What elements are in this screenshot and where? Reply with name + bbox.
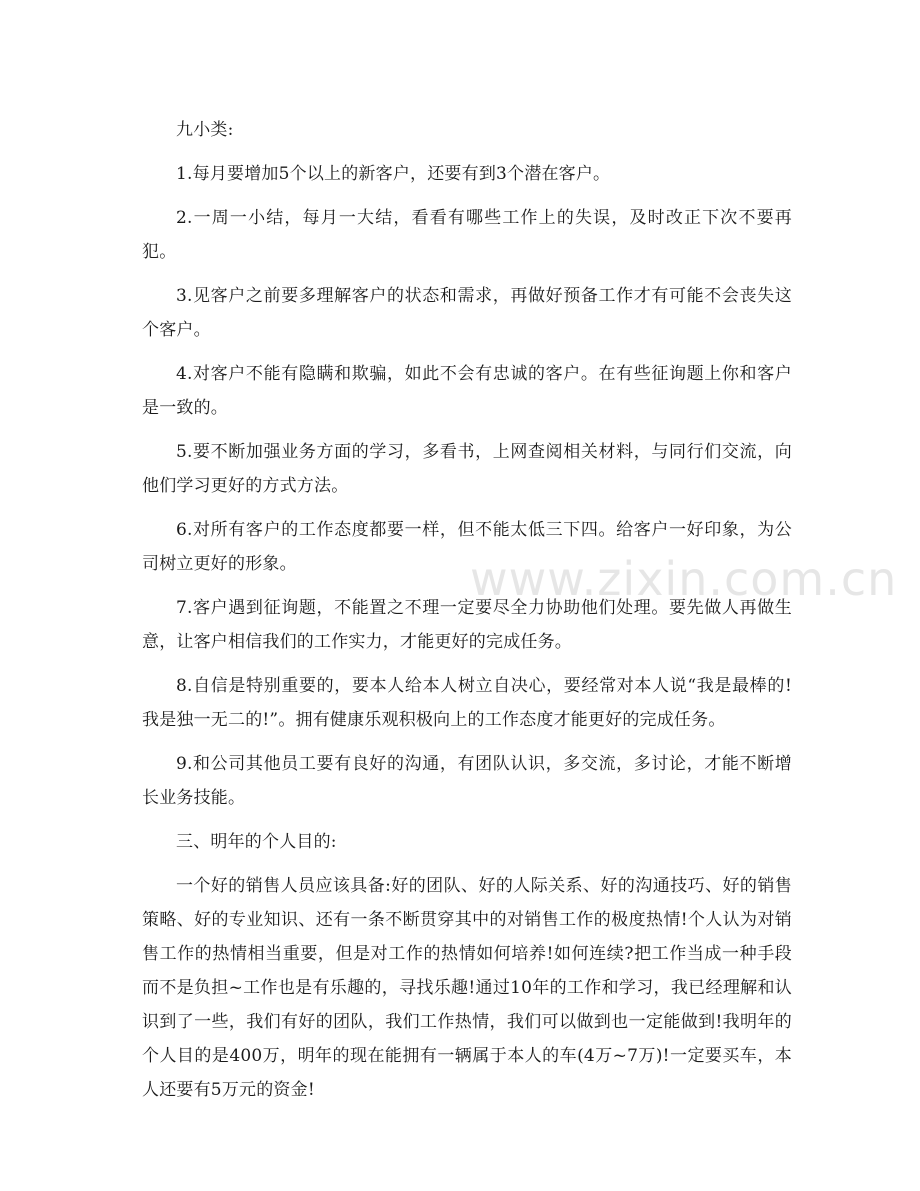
list-item-9: 9.和公司其他员工要有良好的沟通，有团队认识，多交流，多讨论，才能不断增长业务技能。: [142, 754, 792, 808]
list-item-3: 3.见客户之前要多理解客户的状态和需求，再做好预备工作才有可能不会丧失这个客户。: [142, 286, 792, 340]
section-heading-nine-categories: 九小类:: [176, 120, 234, 140]
list-item-4: 4.对客户不能有隐瞒和欺骗，如此不会有忠诚的客户。在有些征询题上你和客户是一致的。: [142, 364, 792, 418]
document-body: [142, 113, 792, 1117]
list-item-1: 1.每月要增加5个以上的新客户，还要有到3个潜在客户。: [176, 164, 611, 184]
watermark-text: www.zixin.com.cn: [470, 552, 898, 606]
body-paragraph-goals: 一个好的销售人员应该具备:好的团队、好的人际关系、好的沟通技巧、好的销售策略、好的专业知识、还有一条不断贯穿其中的对销售工作的极度热情!个人认为对销售工作的热情相当重要，但是对工作的热情如何培养!如何连续?把工作当成一种手段而不是负担~工作也是有乐趣的，寻找乐趣!通过10年的工作和学习，我已经理解和认识到了一些，我们有好的团队，我们工作热情，我们可以做到也一定能做到!我明年的个人目的是400万，明年的现在能拥有一辆属于本人的车(4万~7万)!一定要买车，本人还要有5万元的资金!: [142, 876, 792, 1100]
list-item-8: 8.自信是特别重要的，要本人给本人树立自决心，要经常对本人说“我是最棒的!我是独一无二的!”。拥有健康乐观积极向上的工作态度才能更好的完成任务。: [142, 676, 792, 730]
list-item-2: 2.一周一小结，每月一大结，看看有哪些工作上的失误，及时改正下次不要再犯。: [142, 208, 792, 262]
list-item-6: 6.对所有客户的工作态度都要一样，但不能太低三下四。给客户一好印象，为公司树立更好的形象。: [142, 520, 792, 574]
list-item-5: 5.要不断加强业务方面的学习，多看书，上网查阅相关材料，与同行们交流，向他们学习更好的方式方法。: [142, 442, 792, 496]
section-heading-personal-goals: 三、明年的个人目的:: [176, 832, 337, 852]
list-item-7: 7.客户遇到征询题，不能置之不理一定要尽全力协助他们处理。要先做人再做生意，让客户相信我们的工作实力，才能更好的完成任务。: [142, 598, 792, 652]
